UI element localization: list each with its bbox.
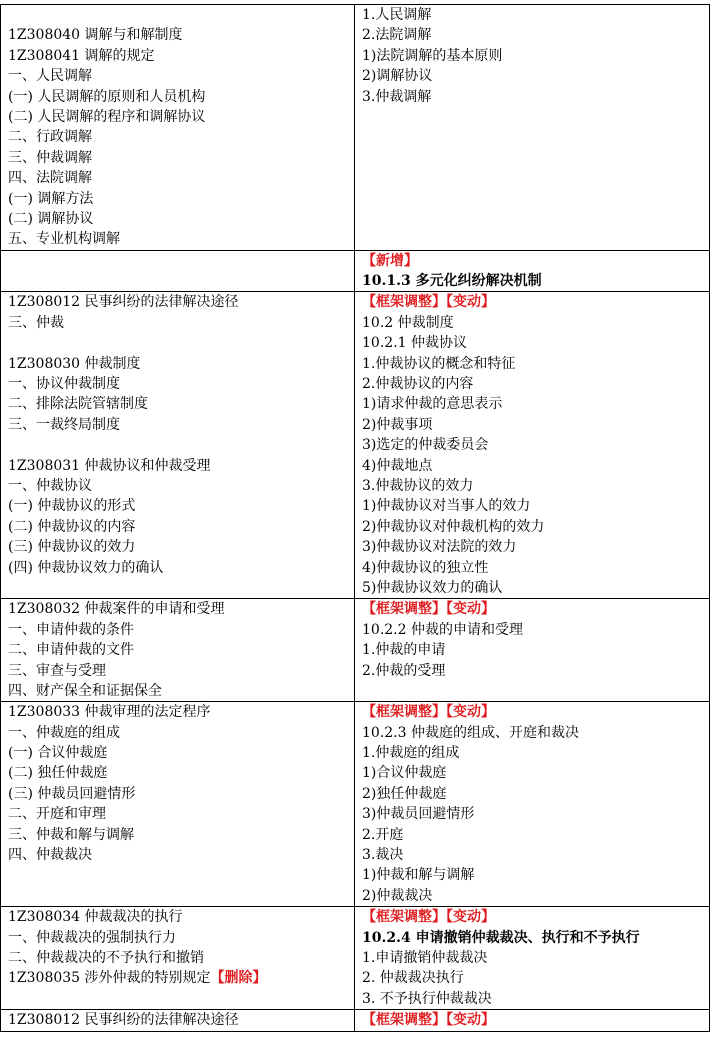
line-text: 3)仲裁员回避情形 — [362, 806, 475, 823]
line-text: 1.仲裁的申请 — [362, 642, 446, 659]
line-text: 一、协议仲裁制度 — [8, 376, 120, 393]
line-text: 四、财产保全和证据保全 — [8, 682, 162, 699]
line-text: 二、开庭和审理 — [8, 806, 106, 823]
line-text: 三、仲裁 — [8, 314, 64, 331]
blank-line — [8, 578, 354, 598]
outline-line — [362, 948, 709, 968]
outline-line — [8, 5, 354, 25]
blank-line — [362, 189, 709, 209]
table-row — [1, 5, 710, 251]
table-row — [1, 1010, 710, 1031]
old-edition-cell — [1, 599, 355, 702]
outline-line — [8, 209, 354, 229]
outline-line — [362, 804, 709, 824]
blank-line — [8, 271, 354, 291]
outline-line — [8, 374, 354, 394]
new-edition-cell — [355, 1010, 710, 1031]
line-text: 2)仲裁事项 — [362, 416, 433, 433]
line-text: 2)调解协议 — [362, 68, 433, 85]
table-row — [1, 599, 710, 702]
line-text: 10.2.3 仲裁庭的组成、开庭和裁决 — [362, 724, 579, 741]
outline-line — [362, 928, 709, 948]
old-edition-cell — [1, 5, 355, 251]
line-text: (一) 合议仲裁庭 — [8, 745, 108, 762]
line-text: (二) 人民调解的程序和调解协议 — [8, 108, 206, 125]
line-text: 1)合议仲裁庭 — [362, 765, 447, 782]
line-text: 10.2.2 仲裁的申请和受理 — [362, 621, 523, 638]
line-text: 3.裁决 — [362, 847, 404, 864]
outline-line — [8, 620, 354, 640]
line-text: 4)仲裁协议的独立性 — [362, 559, 489, 576]
line-text: 3.仲裁协议的效力 — [362, 477, 474, 494]
outline-line — [8, 1010, 354, 1030]
outline-line — [8, 743, 354, 763]
new-edition-cell — [355, 5, 710, 251]
outline-line — [8, 537, 354, 557]
outline-line — [8, 845, 354, 865]
line-text: 4)仲裁地点 — [362, 457, 433, 474]
outline-line — [362, 87, 709, 107]
line-text: 3)仲裁协议对法院的效力 — [362, 539, 517, 556]
line-text: 1Z308035 涉外仲裁的特别规定 — [8, 970, 211, 987]
outline-line — [8, 558, 354, 578]
outline-line — [8, 599, 354, 619]
line-text: 四、仲裁裁决 — [8, 847, 92, 864]
outline-line — [362, 661, 709, 681]
new-edition-cell — [355, 250, 710, 292]
outline-line — [362, 537, 709, 557]
outline-line — [8, 87, 354, 107]
line-text: 2.法院调解 — [362, 27, 432, 44]
change-tag — [362, 251, 709, 271]
line-text: 【框架调整】【变动】 — [362, 1012, 495, 1029]
new-edition-cell — [355, 292, 710, 599]
line-text: 1Z308033 仲裁审理的法定程序 — [8, 704, 211, 721]
blank-line — [362, 229, 709, 249]
line-text: 2)独任仲裁庭 — [362, 785, 447, 802]
line-text: 3.仲裁调解 — [362, 88, 432, 105]
outline-line — [8, 517, 354, 537]
outline-line — [8, 435, 354, 455]
outline-line — [8, 148, 354, 168]
outline-line — [362, 394, 709, 414]
line-text: 10.2.4 申请撤销仲裁裁决、执行和不予执行 — [362, 929, 640, 946]
outline-line — [8, 804, 354, 824]
line-text: 2.仲裁的受理 — [362, 662, 446, 679]
comparison-table — [0, 4, 710, 1032]
outline-line — [8, 456, 354, 476]
blank-line — [362, 168, 709, 188]
line-text: 5)仲裁协议效力的确认 — [362, 579, 503, 596]
old-edition-cell — [1, 250, 355, 292]
line-text: (二) 仲裁协议的内容 — [8, 518, 136, 535]
blank-line — [362, 148, 709, 168]
outline-line — [362, 784, 709, 804]
outline-line — [8, 907, 354, 927]
line-text: 二、排除法院管辖制度 — [8, 396, 148, 413]
outline-line — [362, 66, 709, 86]
outline-line — [362, 989, 709, 1009]
line-text: 三、仲裁调解 — [8, 149, 92, 166]
line-text: (一) 人民调解的原则和人员机构 — [8, 88, 206, 105]
outline-line — [362, 435, 709, 455]
blank-line — [362, 107, 709, 127]
line-text: 三、仲裁和解与调解 — [8, 826, 134, 843]
outline-line — [8, 681, 354, 701]
change-tag — [362, 292, 709, 312]
outline-line — [8, 189, 354, 209]
old-edition-cell — [1, 292, 355, 599]
outline-line — [8, 763, 354, 783]
line-text: 一、仲裁庭的组成 — [8, 724, 120, 741]
outline-line — [8, 46, 354, 66]
outline-line — [362, 496, 709, 516]
outline-line — [8, 948, 354, 968]
line-text: (一) 调解方法 — [8, 190, 94, 207]
line-text: 10.2 仲裁制度 — [362, 314, 454, 331]
line-text: 二、仲裁裁决的不予执行和撤销 — [8, 949, 204, 966]
blank-line — [8, 886, 354, 906]
line-text: (三) 仲裁员回避情形 — [8, 785, 136, 802]
outline-line — [8, 825, 354, 845]
line-text: 10.1.3 多元化纠纷解决机制 — [362, 273, 542, 290]
line-text: 1)请求仲裁的意思表示 — [362, 396, 503, 413]
outline-line — [362, 25, 709, 45]
outline-line — [362, 763, 709, 783]
new-edition-cell — [355, 702, 710, 907]
outline-line — [8, 168, 354, 188]
line-text: 2)仲裁裁决 — [362, 887, 433, 904]
blank-line — [362, 127, 709, 147]
outline-line — [8, 229, 354, 249]
blank-line — [8, 251, 354, 271]
outline-line — [8, 640, 354, 660]
outline-line — [8, 476, 354, 496]
new-edition-cell — [355, 907, 710, 1010]
outline-line — [362, 640, 709, 660]
line-text: (三) 仲裁协议的效力 — [8, 539, 136, 556]
outline-line — [362, 968, 709, 988]
outline-line — [362, 825, 709, 845]
outline-line — [362, 374, 709, 394]
outline-line — [362, 845, 709, 865]
line-text: 1Z308012 民事纠纷的法律解决途径 — [8, 1012, 239, 1029]
line-text: 【框架调整】【变动】 — [362, 601, 495, 618]
outline-line — [362, 558, 709, 578]
outline-line — [362, 333, 709, 353]
outline-line — [8, 661, 354, 681]
line-text: 1.人民调解 — [362, 7, 432, 23]
line-text: 10.2.1 仲裁协议 — [362, 335, 467, 352]
old-edition-cell — [1, 702, 355, 907]
outline-line — [362, 743, 709, 763]
line-text: 二、申请仲裁的文件 — [8, 642, 134, 659]
line-text: 【框架调整】【变动】 — [362, 704, 495, 721]
outline-line — [8, 415, 354, 435]
outline-line — [8, 702, 354, 722]
line-text: 1Z308012 民事纠纷的法律解决途径 — [8, 294, 239, 311]
blank-line — [362, 209, 709, 229]
line-text: 一、仲裁协议 — [8, 477, 92, 494]
outline-line — [8, 66, 354, 86]
table-row — [1, 292, 710, 599]
outline-line — [362, 415, 709, 435]
blank-line — [8, 865, 354, 885]
line-text: 3. 不予执行仲裁裁决 — [362, 990, 492, 1007]
outline-line — [8, 127, 354, 147]
outline-line — [362, 620, 709, 640]
line-text: 1)仲裁和解与调解 — [362, 867, 475, 884]
blank-line — [362, 681, 709, 701]
outline-line — [362, 723, 709, 743]
outline-line — [8, 723, 354, 743]
line-text: 2.仲裁协议的内容 — [362, 376, 474, 393]
outline-line — [8, 333, 354, 353]
table-row — [1, 907, 710, 1010]
new-edition-cell — [355, 599, 710, 702]
outline-line — [362, 517, 709, 537]
outline-line — [8, 928, 354, 948]
outline-line — [362, 456, 709, 476]
line-text: 一、申请仲裁的条件 — [8, 621, 134, 638]
line-text: 1Z308041 调解的规定 — [8, 47, 155, 64]
line-text: 2.开庭 — [362, 826, 404, 843]
outline-line — [8, 313, 354, 333]
line-text: 【框架调整】【变动】 — [362, 909, 495, 926]
line-text: (二) 调解协议 — [8, 210, 94, 227]
outline-line — [362, 5, 709, 25]
outline-line — [362, 578, 709, 598]
comparison-table-body — [1, 5, 710, 1032]
change-tag — [362, 702, 709, 722]
line-text: 【新增】 — [362, 252, 418, 269]
line-text: 1Z308031 仲裁协议和仲裁受理 — [8, 457, 211, 474]
outline-line — [8, 292, 354, 312]
line-text: (一) 仲裁协议的形式 — [8, 498, 136, 515]
line-text: 1.仲裁庭的组成 — [362, 745, 460, 762]
line-text: 一、人民调解 — [8, 68, 92, 85]
line-text: (四) 仲裁协议效力的确认 — [8, 559, 164, 576]
change-tag — [362, 599, 709, 619]
line-text: 1Z308040 调解与和解制度 — [8, 27, 183, 44]
line-text: 2. 仲裁裁决执行 — [362, 970, 464, 987]
outline-line — [8, 968, 354, 988]
old-edition-cell — [1, 907, 355, 1010]
table-row — [1, 702, 710, 907]
line-text: 四、法院调解 — [8, 170, 92, 187]
line-text: 【框架调整】【变动】 — [362, 294, 495, 311]
line-text: 1Z308034 仲裁裁决的执行 — [8, 909, 183, 926]
line-text: 1)仲裁协议对当事人的效力 — [362, 498, 531, 515]
change-tag — [362, 907, 709, 927]
outline-line — [8, 107, 354, 127]
delete-tag: 【删除】 — [210, 970, 267, 987]
outline-line — [8, 784, 354, 804]
line-text: 3)选定的仲裁委员会 — [362, 437, 489, 454]
line-text: 1.仲裁协议的概念和特征 — [362, 355, 516, 372]
change-tag — [362, 1010, 709, 1030]
blank-line — [8, 989, 354, 1009]
line-text: 二、行政调解 — [8, 129, 92, 146]
line-text: 三、一裁终局制度 — [8, 416, 120, 433]
outline-line — [8, 496, 354, 516]
line-text: 2)仲裁协议对仲裁机构的效力 — [362, 518, 545, 535]
line-text: 1Z308030 仲裁制度 — [8, 355, 141, 372]
line-text: 一、仲裁裁决的强制执行力 — [8, 929, 176, 946]
outline-line — [362, 313, 709, 333]
outline-line — [362, 886, 709, 906]
outline-line — [8, 354, 354, 374]
old-edition-cell — [1, 1010, 355, 1031]
outline-line — [8, 25, 354, 45]
line-text: 三、审查与受理 — [8, 662, 106, 679]
outline-line — [362, 354, 709, 374]
table-row — [1, 250, 710, 292]
line-text: (二) 独任仲裁庭 — [8, 765, 108, 782]
outline-line — [362, 476, 709, 496]
outline-line — [8, 394, 354, 414]
outline-line — [362, 46, 709, 66]
line-text: 五、专业机构调解 — [8, 231, 120, 248]
line-text: 1)法院调解的基本原则 — [362, 47, 503, 64]
line-text: 1.申请撤销仲裁裁决 — [362, 949, 488, 966]
outline-line — [362, 865, 709, 885]
outline-line — [362, 271, 709, 291]
line-text: 1Z308032 仲裁案件的申请和受理 — [8, 601, 225, 618]
